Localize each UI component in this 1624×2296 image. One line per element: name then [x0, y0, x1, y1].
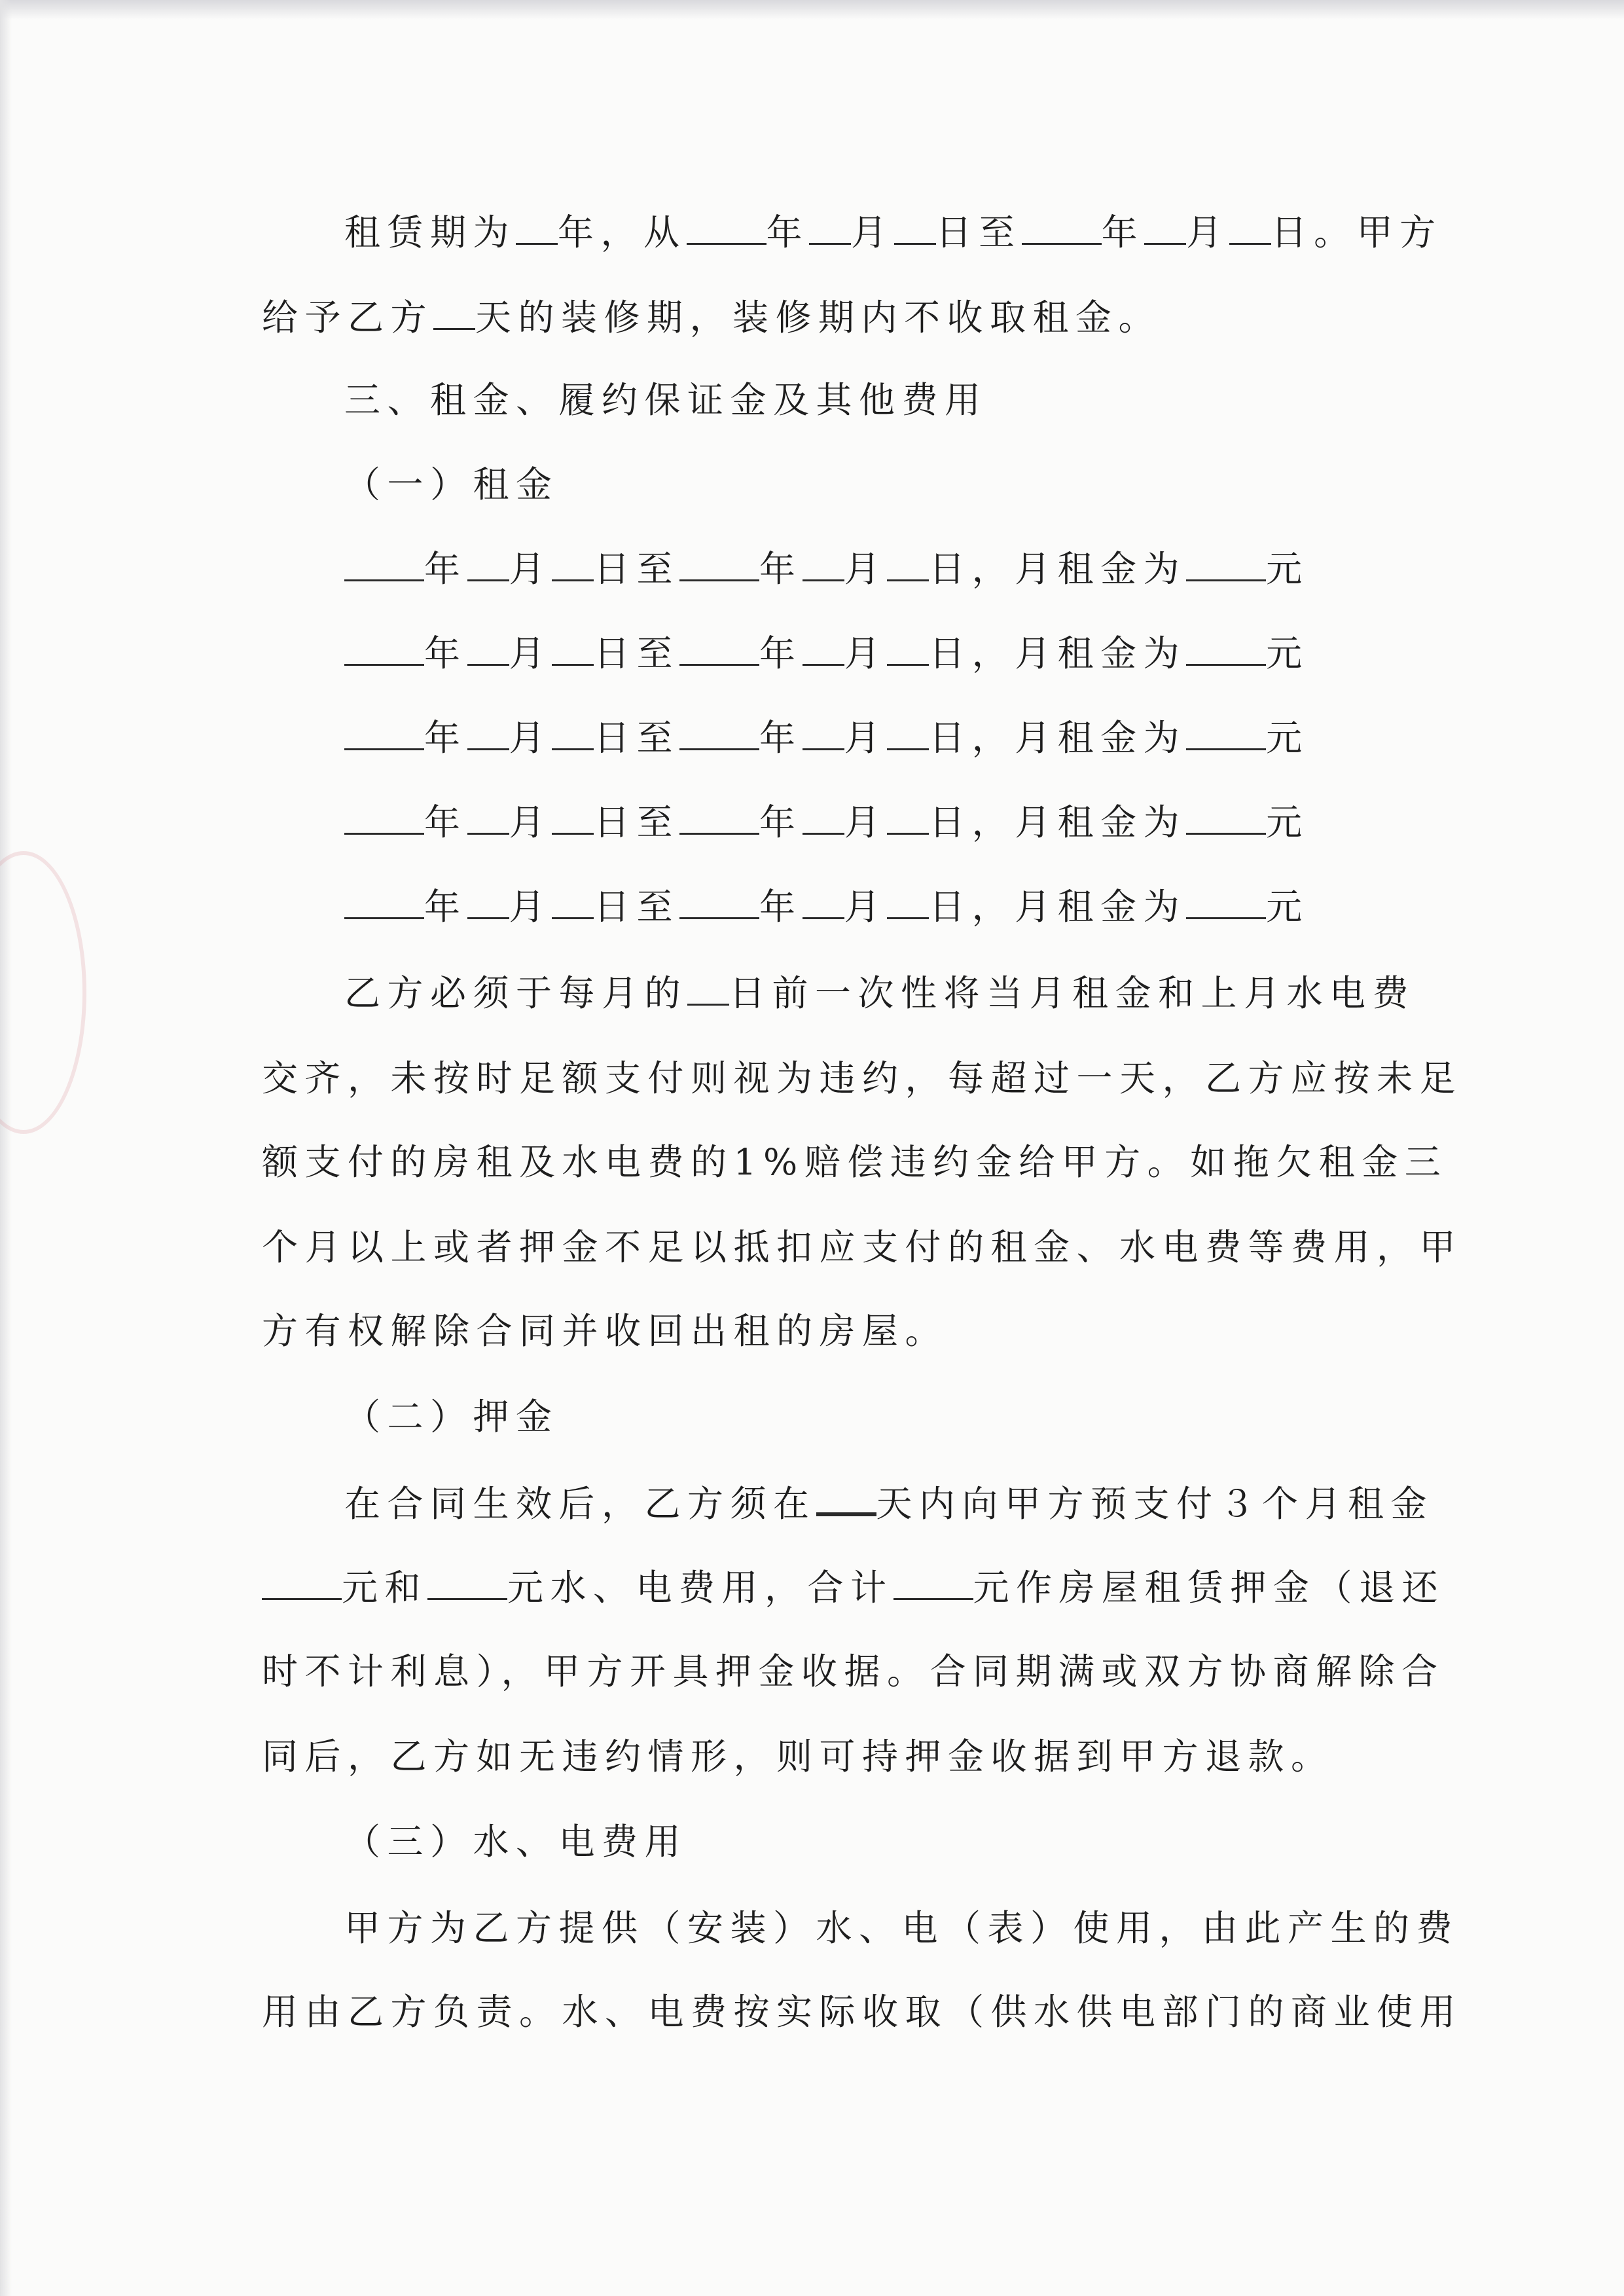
payment-line-2: 交齐，未按时足额支付则视为违约，每超过一天，乙方应按未足 — [262, 1057, 1463, 1099]
utilities-line-2: 用由乙方负责。水、电费按实际收取（供水供电部门的商业使用 — [262, 1991, 1463, 2033]
payment-line-4: 个月以上或者押金不足以抵扣应支付的租金、水电费等费用，甲 — [262, 1226, 1463, 1268]
sub-1-title: （一）租金 — [344, 464, 559, 505]
payment-line-1: 乙方必须于每月的 日前一次性将当月租金和上月水电费 — [344, 972, 1416, 1014]
deposit-line-3: 时不计利息），甲方开具押金收据。合同期满或双方协商解除合 — [262, 1650, 1445, 1692]
utilities-line-1: 甲方为乙方提供（安装）水、电（表）使用，由此产生的费 — [344, 1907, 1460, 1949]
rent-row: 年 月 日至 年 月 日，月租金为 元 — [344, 632, 1309, 675]
deposit-line-2: 元和 元水、电费用，合计 元作房屋租赁押金（退还 — [262, 1566, 1445, 1609]
deposit-line-1: 在合同生效后，乙方须在 天内向甲方预支付３个月租金 — [344, 1481, 1434, 1524]
scan-shadow-top — [0, 0, 1624, 20]
lease-term-line-1: 租赁期为 年，从 年 月 日至 年 月 日。甲方 — [344, 211, 1443, 253]
sub-3-title: （三）水、电费用 — [344, 1821, 688, 1863]
rent-row: 年 月 日至 年 月 日，月租金为 元 — [344, 547, 1309, 591]
deposit-line-4: 同后，乙方如无违约情形，则可持押金收据到甲方退款。 — [262, 1736, 1334, 1777]
rent-row: 年 月 日至 年 月 日，月租金为 元 — [344, 801, 1309, 844]
section-3-title: 三、租金、履约保证金及其他费用 — [344, 379, 988, 421]
payment-line-3: 额支付的房租及水电费的1%赔偿违约金给甲方。如拖欠租金三 — [262, 1141, 1448, 1183]
rent-row: 年 月 日至 年 月 日，月租金为 元 — [344, 885, 1309, 928]
partial-stamp-mark — [0, 851, 86, 1134]
payment-line-5: 方有权解除合同并收回出租的房屋。 — [262, 1310, 948, 1352]
scan-shadow-left — [0, 0, 12, 2296]
lease-term-line-2: 给予乙方 天的装修期，装修期内不收取租金。 — [262, 297, 1162, 338]
sub-2-title: （二）押金 — [344, 1396, 559, 1438]
rent-row: 年 月 日至 年 月 日，月租金为 元 — [344, 716, 1309, 759]
